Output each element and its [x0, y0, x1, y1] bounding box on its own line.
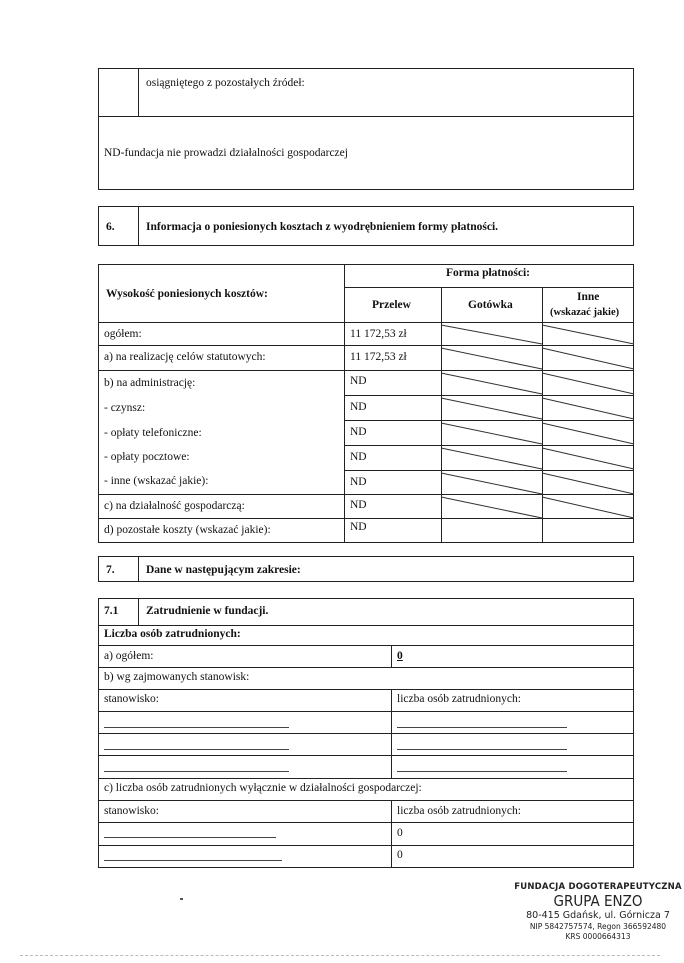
stamp-line-3: 80-415 Gdańsk, ul. Górnicza 7	[526, 910, 670, 921]
business-position-column-label: stanowisko:	[104, 805, 159, 817]
payment-form-header: Forma płatności:	[446, 267, 531, 279]
emp-col-div-b	[391, 689, 392, 778]
row-postal-label: - opłaty pocztowe:	[104, 451, 190, 463]
income-other-sources-label: osiągniętego z pozostałych źródeł:	[146, 77, 305, 89]
row-statutory-label: a) na realizację celów statutowych:	[104, 351, 266, 363]
col-cash-header: Gotówka	[468, 299, 513, 311]
row-total-transfer: 11 172,53 zł	[350, 328, 407, 340]
costs-col-line-1	[344, 264, 345, 543]
emp-line-8	[98, 778, 634, 779]
section-71-number: 7.1	[104, 605, 119, 617]
stamp-line-2: GRUPA ENZO	[553, 892, 643, 910]
position-blank-1	[104, 727, 289, 728]
row-other-label: - inne (wskazać jakie):	[104, 475, 209, 487]
row-remaining-transfer: ND	[350, 521, 367, 533]
employees-count-heading: Liczba osób zatrudnionych:	[104, 628, 241, 640]
position-blank-3	[104, 771, 289, 772]
col-other-subheader: (wskazać jakie)	[550, 307, 620, 318]
row-other-transfer: ND	[350, 476, 367, 488]
stamp-line-4: NIP 5842757574, Regon 366592480	[529, 922, 667, 931]
row-remaining-label: d) pozostałe koszty (wskazać jakie):	[104, 524, 271, 536]
stamp-line-5: KRS 0000664313	[565, 932, 631, 941]
row-admin-transfer: ND	[350, 375, 367, 387]
count-blank-1	[397, 727, 567, 728]
section-7-title: Dane w następującym zakresie:	[146, 564, 301, 576]
section-6-divider	[138, 206, 139, 246]
col-transfer-header: Przelew	[372, 299, 411, 311]
emp-line-4	[98, 689, 634, 690]
emp-line-11	[98, 845, 634, 846]
emp-line-10	[98, 822, 634, 823]
business-count-value-2: 0	[397, 849, 403, 861]
income-end-divider	[138, 68, 139, 116]
costs-header-line-a	[344, 287, 634, 288]
total-employees-label: a) ogółem:	[104, 650, 154, 662]
by-position-label: b) wg zajmowanych stanowisk:	[104, 671, 250, 683]
scan-edge-line	[20, 955, 660, 956]
row-phone-transfer: ND	[350, 426, 367, 438]
count-blank-3	[397, 771, 567, 772]
costs-header-label: Wysokość poniesionych kosztów:	[106, 288, 268, 300]
row-phone-label: - opłaty telefoniczne:	[104, 427, 202, 439]
section-7-number: 7.	[106, 564, 115, 576]
business-count-value-1: 0	[397, 827, 403, 839]
other-column-strikes	[542, 322, 634, 518]
row-rent-transfer: ND	[350, 401, 367, 413]
position-blank-2	[104, 749, 289, 750]
costs-row-line-8	[98, 518, 634, 519]
emp-line-7	[98, 755, 634, 756]
section-71-title: Zatrudnienie w fundacji.	[146, 605, 269, 617]
section-7-divider	[138, 556, 139, 582]
row-business-transfer: ND	[350, 499, 367, 511]
emp-col-div-a	[391, 645, 392, 667]
col-other-header: Inne	[577, 291, 600, 303]
business-only-employees-label: c) liczba osób zatrudnionych wyłącznie w działalności gospodarczej:	[104, 782, 422, 794]
emp-line-3	[98, 667, 634, 668]
emp-line-9	[98, 800, 634, 801]
total-employees-value: 0	[397, 650, 403, 662]
foundation-stamp	[513, 882, 683, 942]
employment-number-divider	[138, 598, 139, 625]
emp-line-1	[98, 625, 634, 626]
no-business-activity-note: ND-fundacja nie prowadzi działalności gospodarczej	[104, 147, 348, 159]
row-statutory-transfer: 11 172,53 zł	[350, 351, 407, 363]
section-6-number: 6.	[106, 221, 115, 233]
count-column-label: liczba osób zatrudnionych:	[397, 693, 521, 705]
position-column-label: stanowisko:	[104, 693, 159, 705]
income-end-row-line	[98, 116, 634, 117]
count-blank-2	[397, 749, 567, 750]
cash-column-strikes	[441, 322, 542, 518]
stamp-line-1: FUNDACJA DOGOTERAPEUTYCZNA	[514, 882, 682, 892]
business-position-blank-2	[104, 860, 282, 861]
business-position-blank-1	[104, 837, 276, 838]
emp-line-6	[98, 733, 634, 734]
emp-line-5	[98, 711, 634, 712]
row-business-label: c) na działalność gospodarczą:	[104, 500, 245, 512]
row-postal-transfer: ND	[350, 451, 367, 463]
row-admin-label: b) na administrację:	[104, 377, 196, 389]
business-count-column-label: liczba osób zatrudnionych:	[397, 805, 521, 817]
stray-mark	[180, 898, 183, 900]
row-total-label: ogółem:	[104, 328, 142, 340]
emp-col-div-c	[391, 800, 392, 868]
section-6-title: Informacja o poniesionych kosztach z wyodrębnieniem formy płatności.	[146, 221, 499, 233]
emp-line-2	[98, 645, 634, 646]
row-rent-label: - czynsz:	[104, 402, 146, 414]
